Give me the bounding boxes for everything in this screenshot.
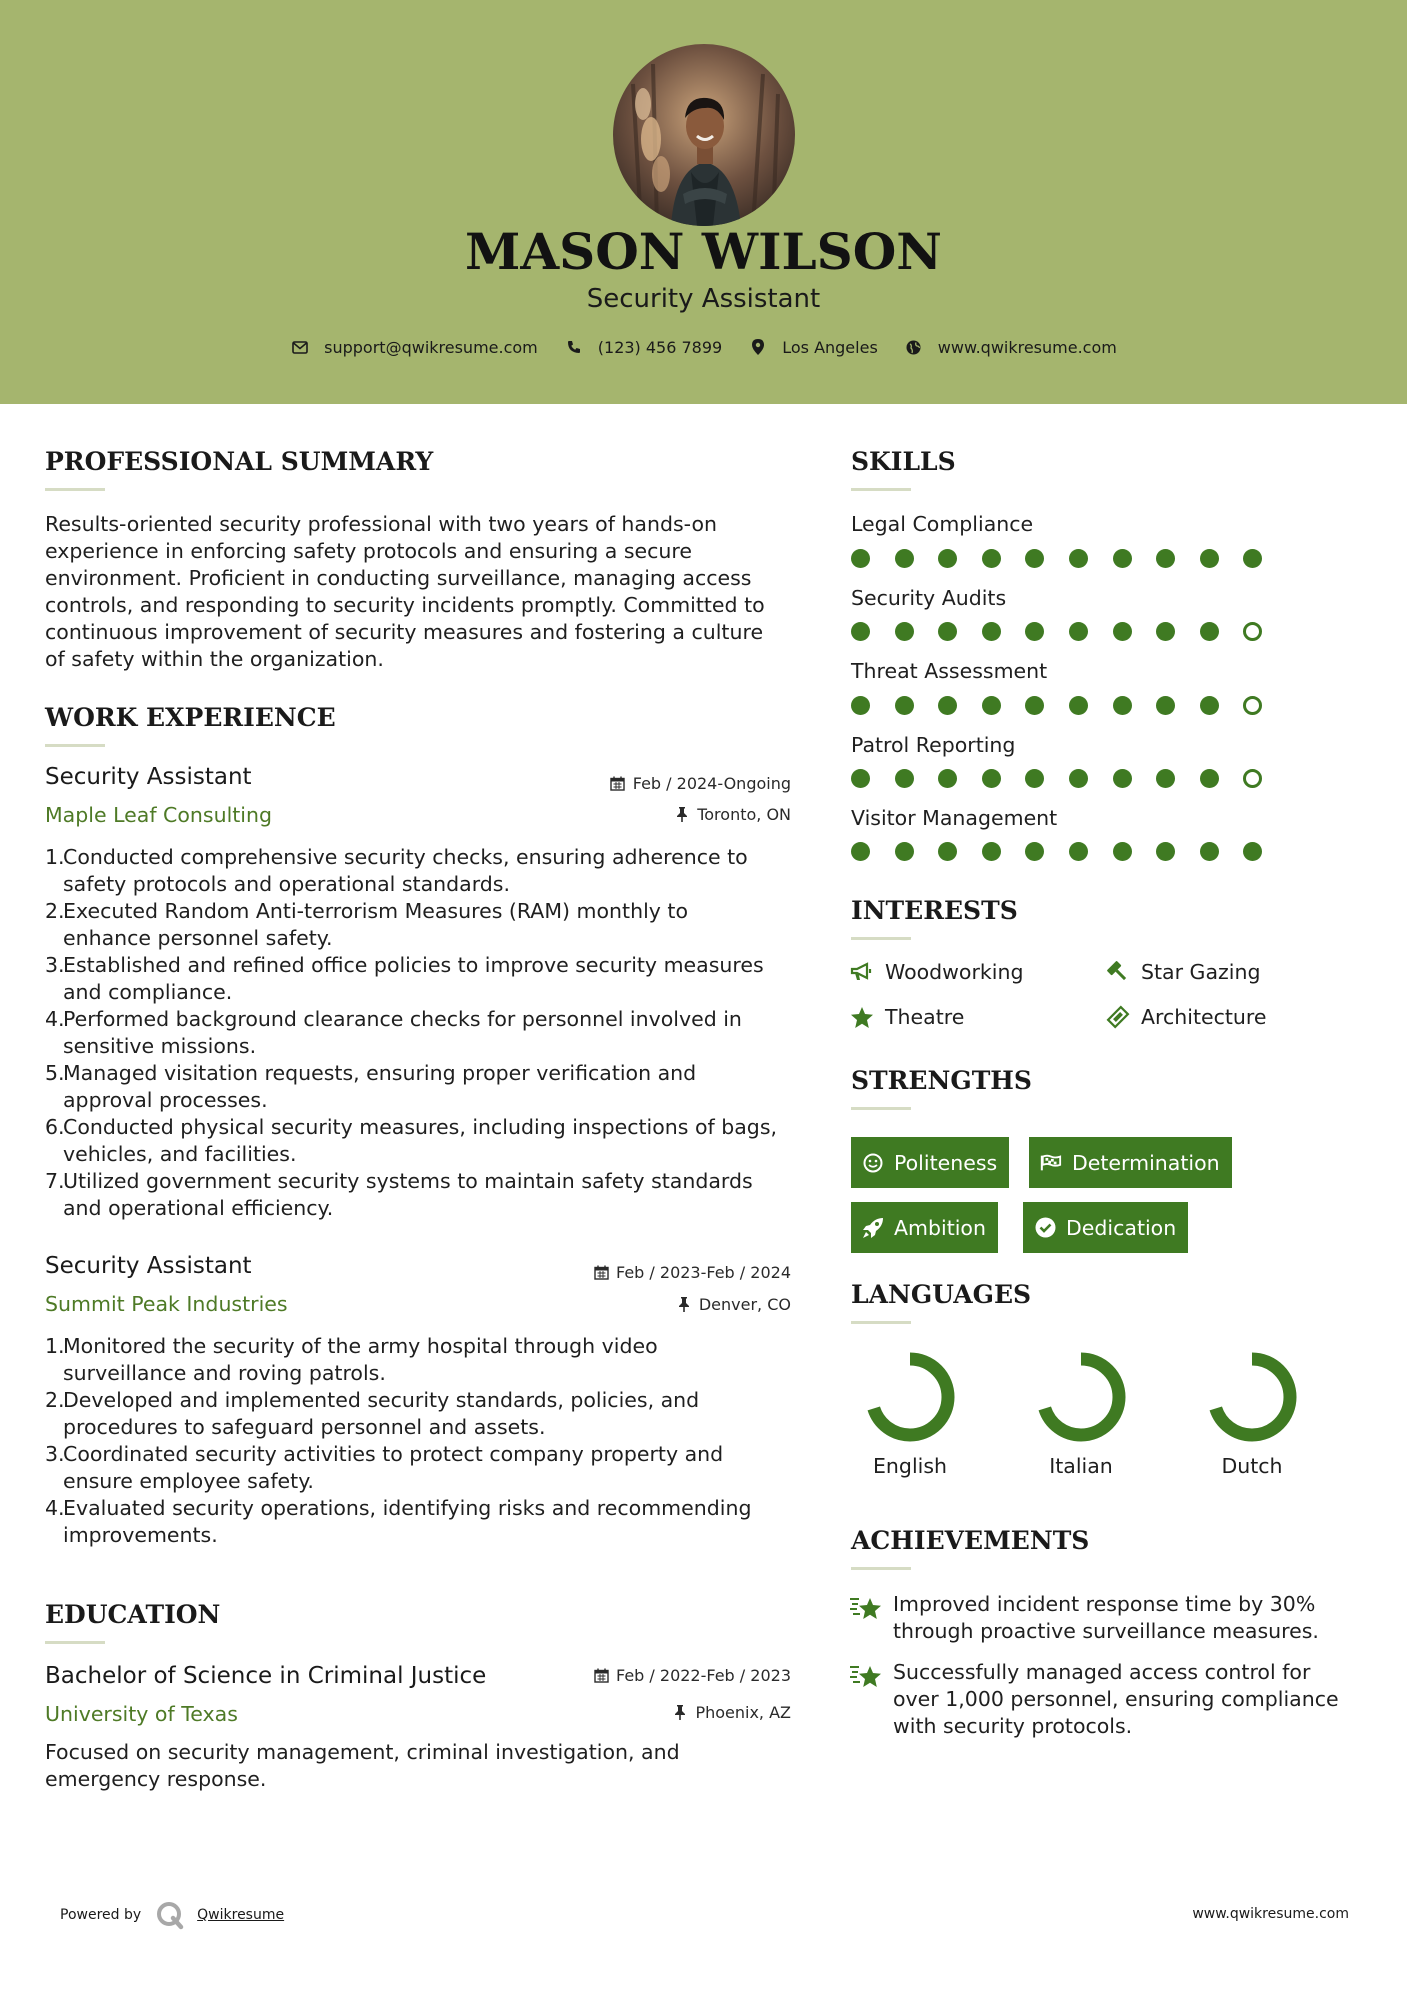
skill-dot — [938, 622, 957, 641]
skill-dot — [851, 696, 870, 715]
contact-website-text: www.qwikresume.com — [937, 337, 1117, 357]
languages-heading: LANGUAGES — [851, 1280, 1032, 1309]
skill-name: Legal Compliance — [851, 512, 1034, 536]
strength-tag — [851, 1137, 1009, 1188]
interest-label: Architecture — [1141, 1005, 1267, 1029]
skill-dot — [1243, 842, 1262, 861]
strengths-heading-underline — [851, 1107, 911, 1110]
contact-email[interactable] — [290, 337, 538, 357]
skill-dot — [895, 622, 914, 641]
pushpin-icon — [671, 1704, 689, 1722]
language-progress-ring — [1205, 1350, 1299, 1444]
skill-dot — [1069, 622, 1088, 641]
education-line: emergency response. — [45, 1767, 267, 1791]
skill-dot — [1243, 549, 1262, 568]
job-title: Security Assistant — [45, 1253, 252, 1279]
contact-location — [748, 337, 878, 357]
contact-bar — [0, 337, 1407, 357]
language-name: English — [872, 1454, 948, 1478]
degree-title: Bachelor of Science in Criminal Justice — [45, 1663, 487, 1689]
strength-label: Determination — [1072, 1150, 1220, 1175]
skill-dot — [938, 769, 957, 788]
education-date-text: Feb / 2022-Feb / 2023 — [616, 1666, 791, 1685]
achievement-text: Improved incident response time by 30% through proactive surveillance measures. — [893, 1592, 1319, 1643]
contact-phone[interactable] — [564, 337, 722, 357]
company-name: Summit Peak Industries — [45, 1292, 288, 1316]
calendar-icon — [592, 1667, 610, 1685]
language-item — [850, 1350, 970, 1478]
skill-dot — [1113, 549, 1132, 568]
job-date — [609, 774, 791, 793]
globe-icon — [904, 337, 924, 357]
achievement-item — [849, 1659, 1339, 1740]
skill-dot — [851, 549, 870, 568]
contact-phone-text: (123) 456 7899 — [597, 337, 723, 357]
summary-line: controls, and responding to security incidents promptly. Committed to — [45, 593, 765, 617]
contact-website[interactable] — [904, 337, 1117, 357]
skill-dot — [1156, 769, 1175, 788]
skill-dot — [895, 842, 914, 861]
list-item: 1. Conducted comprehensive security checks, ensuring adherence to safety protocols and operational standards. — [45, 845, 748, 896]
skill-name: Visitor Management — [851, 806, 1058, 830]
skill-dot — [982, 769, 1001, 788]
skills-heading-underline — [851, 488, 911, 491]
list-item: 7. Utilized government security systems to maintain safety standards and operational efficiency. — [45, 1169, 753, 1220]
skill-name: Threat Assessment — [851, 659, 1048, 683]
megaphone-icon — [849, 959, 875, 985]
flag-icon — [1040, 1152, 1062, 1174]
ticket-icon — [1105, 1004, 1131, 1030]
skill-dot — [1069, 549, 1088, 568]
education-location-text: Phoenix, AZ — [695, 1703, 791, 1722]
resume-header — [0, 0, 1407, 404]
pushpin-icon — [673, 806, 691, 824]
profile-photo-image — [613, 44, 795, 226]
skill-dot — [1025, 769, 1044, 788]
list-item: 1. Monitored the security of the army hospital through video surveillance and roving patrols. — [45, 1334, 658, 1385]
skill-dot — [895, 769, 914, 788]
skill-dot — [1200, 769, 1219, 788]
skill-dot — [938, 696, 957, 715]
skill-dot — [1156, 622, 1175, 641]
school-name: University of Texas — [45, 1702, 238, 1726]
interests-heading: INTERESTS — [851, 896, 1018, 925]
skill-dot — [895, 696, 914, 715]
experience-heading-underline — [45, 744, 105, 747]
job-title: Security Assistant — [45, 764, 252, 790]
skill-dot — [1156, 842, 1175, 861]
skill-dot — [1156, 696, 1175, 715]
envelope-icon — [290, 337, 310, 357]
interests-heading-underline — [851, 937, 911, 940]
skill-dot — [1025, 622, 1044, 641]
language-item — [1192, 1350, 1312, 1478]
smile-icon — [862, 1152, 884, 1174]
language-item — [1021, 1350, 1141, 1478]
strength-tag — [851, 1202, 998, 1253]
qwikresume-logo-icon — [155, 1900, 185, 1930]
list-item: 4. Performed background clearance checks for personnel involved in sensitive missions. — [45, 1007, 742, 1058]
skill-dot — [1025, 696, 1044, 715]
skill-dot — [1243, 769, 1262, 788]
skill-name: Security Audits — [851, 586, 1007, 610]
phone-icon — [564, 337, 584, 357]
shooting-star-icon — [849, 1661, 883, 1691]
job-bullets — [45, 1333, 815, 1549]
languages-heading-underline — [851, 1321, 911, 1324]
calendar-icon — [592, 1264, 610, 1282]
footer-powered-by — [60, 1900, 284, 1930]
pushpin-icon — [675, 1296, 693, 1314]
skill-dot — [1243, 622, 1262, 641]
achievement-item — [849, 1591, 1319, 1645]
skill-dot — [1113, 696, 1132, 715]
footer-website[interactable]: www.qwikresume.com — [1192, 1906, 1349, 1922]
skill-dot — [1200, 622, 1219, 641]
strength-label: Ambition — [894, 1215, 986, 1240]
skill-dot — [1025, 842, 1044, 861]
skill-dot — [982, 549, 1001, 568]
interest-label: Theatre — [885, 1005, 965, 1029]
strength-tag — [1023, 1202, 1188, 1253]
language-progress-ring — [863, 1350, 957, 1444]
summary-heading-underline — [45, 488, 105, 491]
shooting-star-icon — [849, 1593, 883, 1623]
skill-name: Patrol Reporting — [851, 733, 1016, 757]
job-bullets — [45, 844, 815, 1222]
skill-dot — [1069, 769, 1088, 788]
map-pin-icon — [748, 337, 768, 357]
summary-text — [45, 511, 805, 673]
skill-dot — [1113, 769, 1132, 788]
skill-dot — [1113, 842, 1132, 861]
interest-item — [849, 959, 1023, 985]
skill-dot — [1113, 622, 1132, 641]
candidate-name: MASON WILSON — [465, 222, 942, 281]
summary-line: environment. Proficient in conducting surveillance, managing access — [45, 566, 752, 590]
skill-dot — [851, 842, 870, 861]
skill-dot — [1069, 696, 1088, 715]
skill-dot — [982, 622, 1001, 641]
job-date-text: Feb / 2023-Feb / 2024 — [616, 1263, 791, 1282]
check-circle-icon — [1034, 1217, 1056, 1239]
achievements-heading-underline — [851, 1567, 911, 1570]
summary-line: continuous improvement of security measures and fostering a culture — [45, 620, 764, 644]
education-heading-underline — [45, 1641, 105, 1644]
strength-label: Dedication — [1066, 1215, 1177, 1240]
language-name: Italian — [1049, 1454, 1113, 1478]
list-item: 3. Established and refined office policies to improve security measures and compliance. — [45, 953, 764, 1004]
star-icon — [849, 1004, 875, 1030]
qwikresume-link[interactable]: Qwikresume — [197, 1907, 285, 1923]
skill-dot — [938, 549, 957, 568]
skill-dot — [1200, 842, 1219, 861]
education-line: Focused on security management, criminal investigation, and — [45, 1740, 680, 1764]
strength-label: Politeness — [894, 1150, 998, 1175]
list-item: 4. Evaluated security operations, identifying risks and recommending improvements. — [45, 1496, 752, 1547]
skill-dot — [1069, 842, 1088, 861]
job-location — [673, 805, 791, 824]
strength-tag — [1029, 1137, 1232, 1188]
job-date — [592, 1263, 791, 1282]
contact-location-text: Los Angeles — [782, 337, 878, 357]
skill-dot — [1243, 696, 1262, 715]
skill-dot — [1156, 549, 1175, 568]
skill-dot — [851, 769, 870, 788]
skill-dot — [851, 622, 870, 641]
summary-line: Results-oriented security professional with two years of hands-on — [45, 512, 717, 536]
interest-item — [1105, 959, 1260, 985]
skill-dot — [982, 696, 1001, 715]
experience-heading: WORK EXPERIENCE — [45, 703, 336, 732]
skill-dot — [895, 549, 914, 568]
candidate-title: Security Assistant — [586, 284, 821, 314]
list-item: 6. Conducted physical security measures, including inspections of bags, vehicles, and facilities. — [45, 1115, 778, 1166]
contact-email-text: support@qwikresume.com — [324, 337, 538, 357]
profile-photo — [613, 44, 795, 226]
summary-line: of safety within the organization. — [45, 647, 384, 671]
interest-label: Woodworking — [885, 960, 1024, 984]
job-date-text: Feb / 2024-Ongoing — [632, 774, 791, 793]
list-item: 5. Managed visitation requests, ensuring proper verification and approval processes. — [45, 1061, 697, 1112]
education-description — [45, 1739, 805, 1793]
language-name: Dutch — [1221, 1454, 1283, 1478]
interest-item — [1105, 1004, 1267, 1030]
skills-heading: SKILLS — [851, 447, 956, 476]
job-location-text: Toronto, ON — [697, 805, 791, 824]
skill-dot — [1025, 549, 1044, 568]
powered-by-label: Powered by — [60, 1907, 142, 1923]
skill-dot — [1200, 696, 1219, 715]
job-location — [675, 1295, 791, 1314]
skill-dot — [938, 842, 957, 861]
job-location-text: Denver, CO — [698, 1295, 791, 1314]
skill-dot — [1200, 549, 1219, 568]
gavel-icon — [1105, 959, 1131, 985]
education-heading: EDUCATION — [45, 1600, 221, 1629]
calendar-icon — [609, 775, 627, 793]
education-date — [592, 1666, 791, 1685]
rocket-icon — [862, 1217, 884, 1239]
interest-label: Star Gazing — [1141, 960, 1261, 984]
list-item: 3. Coordinated security activities to protect company property and ensure employee safety. — [45, 1442, 724, 1493]
skill-dot — [982, 842, 1001, 861]
summary-line: experience in enforcing safety protocols and ensuring a secure — [45, 539, 692, 563]
list-item: 2. Executed Random Anti-terrorism Measures (RAM) monthly to enhance personnel safety. — [45, 899, 688, 950]
summary-heading: PROFESSIONAL SUMMARY — [45, 447, 434, 476]
achievement-text: Successfully managed access control for over 1,000 personnel, ensuring compliance with security protocols. — [893, 1660, 1339, 1738]
achievements-heading: ACHIEVEMENTS — [851, 1526, 1090, 1555]
education-location — [671, 1703, 791, 1722]
interest-item — [849, 1004, 964, 1030]
list-item: 2. Developed and implemented security standards, policies, and procedures to safeguard personnel and assets. — [45, 1388, 700, 1439]
company-name: Maple Leaf Consulting — [45, 803, 273, 827]
language-progress-ring — [1034, 1350, 1128, 1444]
strengths-heading: STRENGTHS — [851, 1066, 1032, 1095]
